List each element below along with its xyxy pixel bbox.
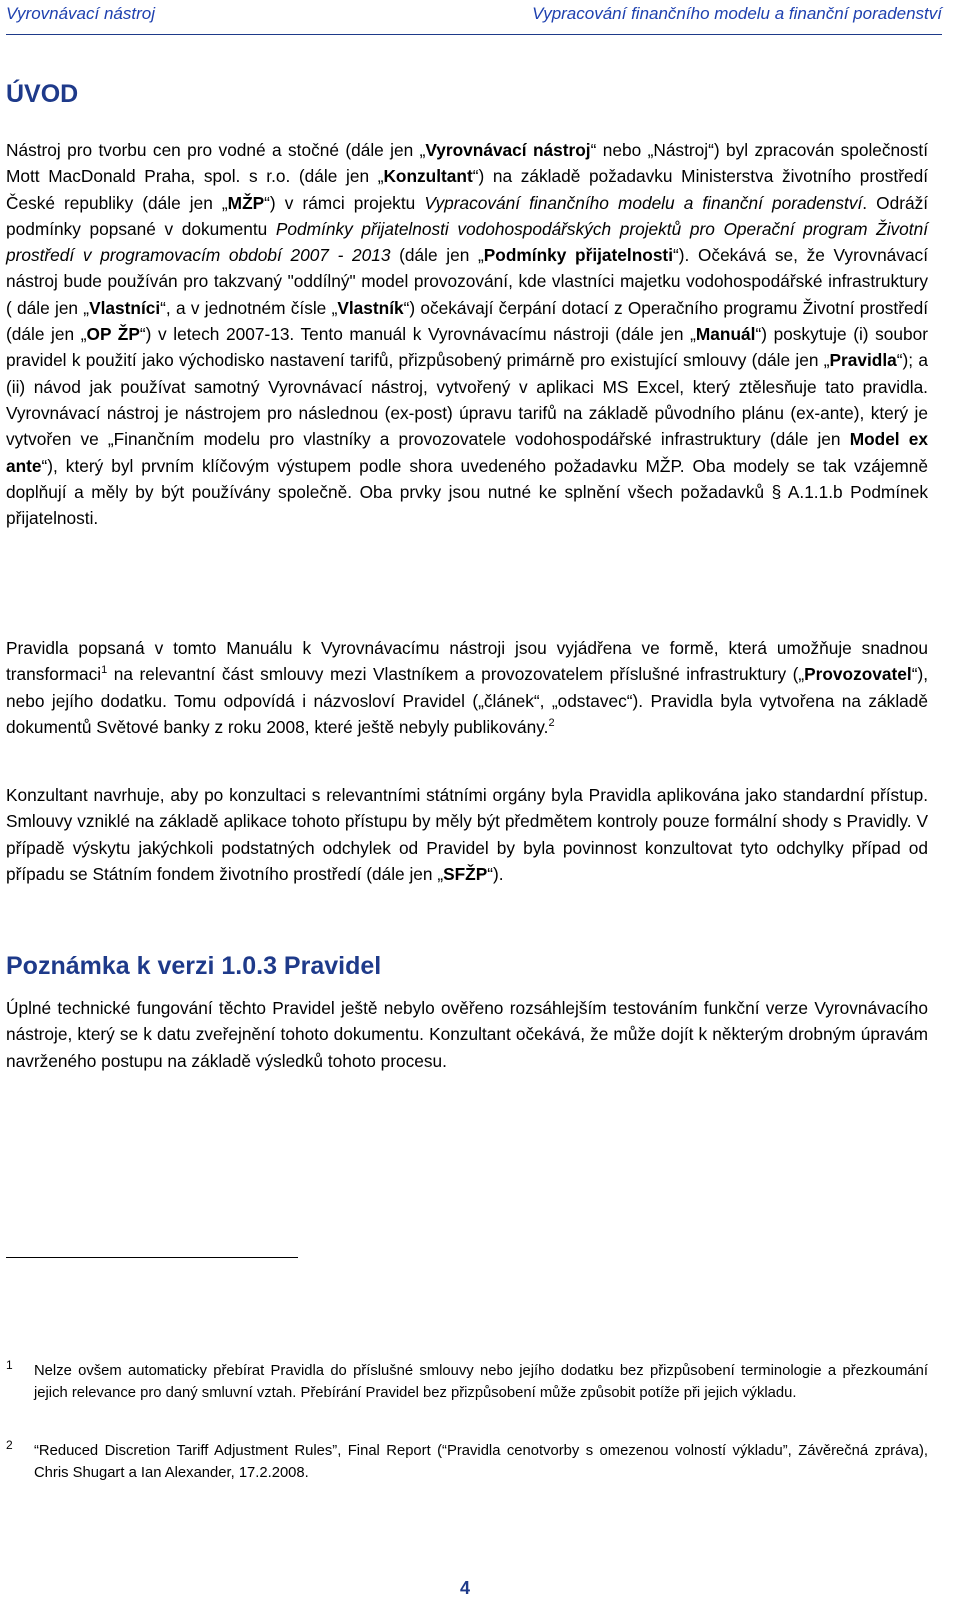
text-run: (dále jen „ [390, 245, 484, 266]
bold-term: OP ŽP [86, 324, 140, 345]
footnote-ref: 2 [548, 717, 555, 730]
section-title-version-note: Poznámka k verzi 1.0.3 Pravidel [6, 952, 382, 980]
bold-term: Vlastník [337, 297, 404, 318]
bold-term: Pravidla [829, 350, 897, 371]
bold-term: Podmínky přijatelnosti [483, 245, 673, 266]
text-run: “ nebo „Nástroj“) byl zpracován společností Mott MacDonald Praha, spol. s r.o. (dále jen „ [6, 140, 929, 187]
footnote-2-number: 2 [6, 1438, 13, 1452]
footnote-1-text: Nelze ovšem automaticky přebírat Pravidla do příslušné smlouvy nebo jejího dodatku bez přizpůsobení terminologie a přezkoumání jejich relevance pro daný smluvní vztah. Přebírání Pravidel bez přizpůsobení může způsobit potíže při jejich výkladu. [34, 1363, 928, 1401]
running-header [6, 0, 942, 35]
bold-term: Manuál [695, 324, 756, 345]
bold-term: Provozovatel [804, 664, 912, 685]
text-run: “) na základě požadavku Ministerstva životního prostředí České republiky (dále jen „ [6, 166, 928, 213]
bold-term: Model ex ante [6, 429, 928, 476]
header-left-title: Vyrovnávací nástroj [6, 4, 155, 23]
text-run: “), nebo jejího dodatku. Tomu odpovídá i názvosloví Pravidel („článek“, „odstavec“). Pravidla byla vytvořena na základě dokumentů Světové banky z roku 2008, které ještě nebyly publikovány. [6, 664, 928, 737]
version-note-paragraph [6, 995, 928, 1074]
footnote-separator [6, 1257, 298, 1258]
footnote-2-text: “Reduced Discretion Tariff Adjustment Rules”, Final Report (“Pravidla cenotvorby s omezenou volností výkladu”, Závěrečná zpráva), Chris Shugart a Ian Alexander, 17.2.2008. [34, 1443, 928, 1481]
text-run: “) očekávají čerpání dotací z Operačního programu Životní prostředí (dále jen „ [6, 297, 928, 345]
text-run: Konzultant navrhuje, aby po konzultaci s relevantními státními orgány byla Pravidla aplikována jako standardní přístup. Smlouvy vzniklé na základě aplikace tohoto přístupu by měly být předmětem kontroly pouze formální shody s Pravidly. V případě výskytu jakýchkoli podstatných odchylek od Pravidel by byla povinnost konzultovat tyto odchylky případ od případu se Státním fondem životního prostředí (dále jen „ [6, 785, 928, 884]
header-right-title: Vypracování finančního modelu a finanční poradenství [532, 4, 942, 23]
text-run: Pravidla popsaná v tomto Manuálu k Vyrovnávacímu nástroji jsou vyjádřena ve formě, která umožňuje snadnou transformaci [6, 638, 928, 685]
intro-paragraph-3 [6, 782, 928, 887]
text-run: “, a v jednotném čísle „ [160, 297, 338, 318]
page-number: 4 [459, 1578, 470, 1598]
text-run: na relevantní část smlouvy mezi Vlastníkem a provozovatelem příslušné infrastruktury („ [107, 664, 805, 685]
text-run: “) v letech 2007-13. Tento manuál k Vyrovnávacímu nástroji (dále jen „ [139, 324, 696, 345]
text-run: Úplné technické fungování těchto Pravidel ještě nebylo ověřeno rozsáhlejším testováním funkční verze Vyrovnávacího nástroje, který se k datu zveřejnění tohoto dokumentu. Konzultant očekává, že může dojít k některým drobným úpravám navrženého postupu na základě výsledků tohoto procesu. [6, 998, 928, 1071]
text-run: “); a (ii) návod jak používat samotný Vyrovnávací nástroj, vytvořený v aplikaci MS Excel, který ztělesňuje tato pravidla. Vyrovnávací nástroj je nástrojem pro následnou (ex-post) úpravu tarifů na základě původního plánu (ex-ante), který je vytvořen ve „Finančním modelu pro vlastníky a provozovatele vodohospodářské infrastruktury (dále jen [6, 350, 928, 450]
footnote-1-number: 1 [6, 1358, 13, 1372]
bold-term: Vlastníci [89, 297, 161, 318]
text-run: Nástroj pro tvorbu cen pro vodné a stočné (dále jen „ [6, 140, 426, 160]
footnote-2 [6, 1440, 928, 1484]
text-run: “) v rámci projektu [264, 192, 425, 213]
bold-term: SFŽP [443, 863, 488, 884]
italic-title: Podmínky přijatelnosti vodohospodářských projektů pro Operační program Životní prostředí v programovacím období 2007 - 2013 [6, 218, 928, 266]
footnote-ref: 1 [101, 664, 108, 677]
footnote-1 [6, 1360, 928, 1404]
intro-paragraph-1 [6, 137, 928, 531]
text-run: . Odráží podmínky popsané v dokumentu [6, 192, 929, 239]
text-run: “). Očekává se, že Vyrovnávací nástroj bude používán pro takzvaný "oddílný" model provozování, kde vlastníci majetku vodohospodářské infrastruktury ( dále jen „ [6, 245, 928, 318]
text-run: “). [487, 863, 504, 884]
text-run: “) poskytuje (i) soubor pravidel k použití jako východisko nastavení tarifů, přizpůsobený primárně pro existující smlouvy (dále jen „ [6, 324, 929, 371]
intro-paragraph-2 [6, 635, 928, 740]
bold-term: Konzultant [383, 166, 473, 187]
section-title-intro: ÚVOD [6, 80, 79, 108]
italic-title: Vypracování finančního modelu a finanční poradenství [424, 192, 863, 213]
bold-term: Vyrovnávací nástroj [425, 140, 591, 160]
text-run: “), který byl prvním klíčovým výstupem podle shora uvedeného požadavku MŽP. Oba modely se tak vzájemně doplňují a měly by být používány společně. Oba prvky jsou nutné ke splnění všech požadavků § A.1.1.b Podmínek přijatelnosti. [6, 455, 928, 529]
bold-term: MŽP [227, 192, 265, 213]
